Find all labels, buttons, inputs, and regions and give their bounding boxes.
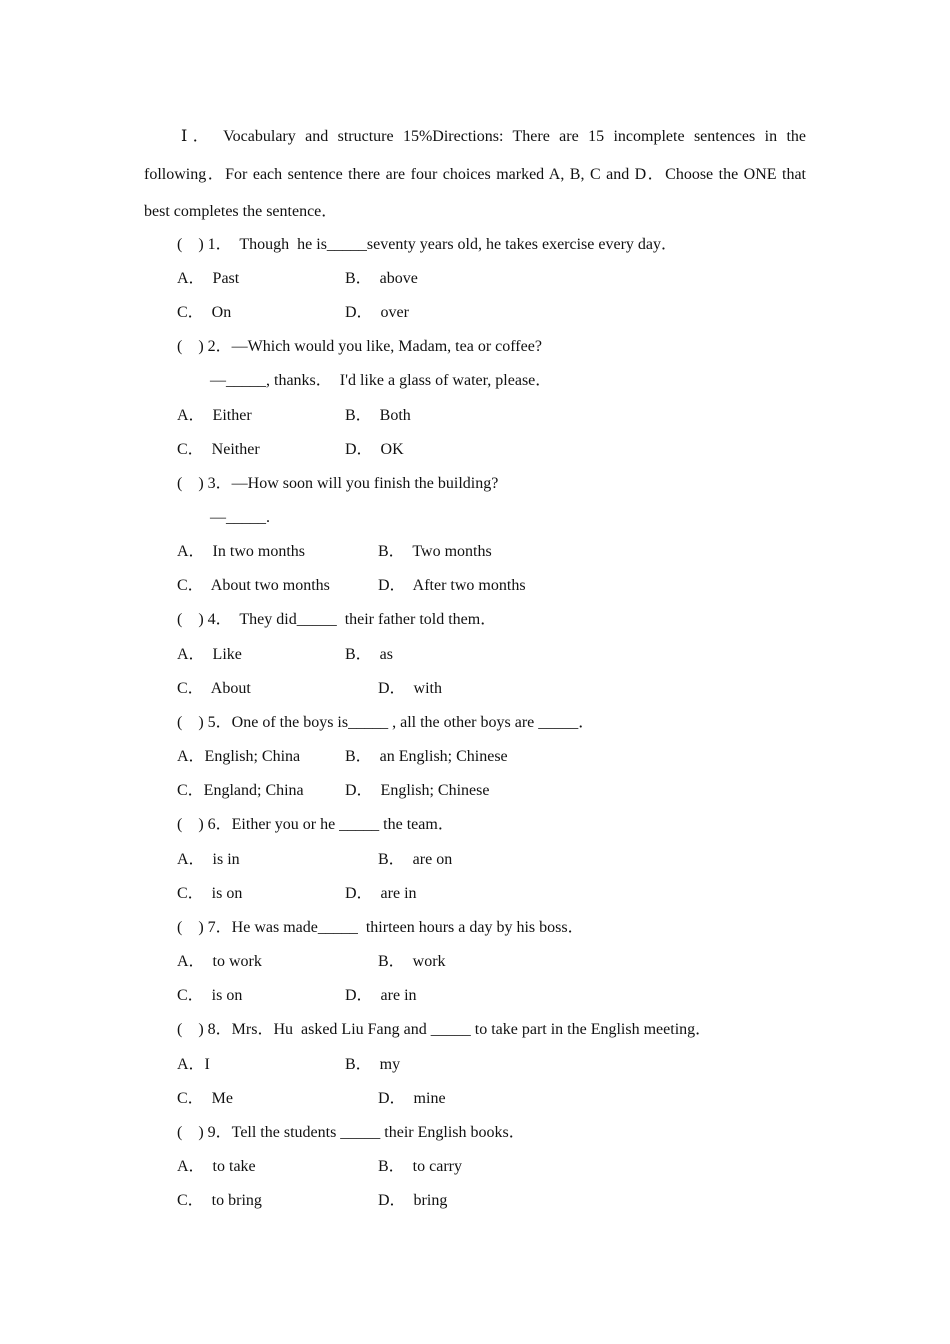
q1-option-a: A． Past bbox=[177, 270, 240, 287]
q8-option-c: C． Me bbox=[177, 1090, 234, 1107]
q2-option-d: D． OK bbox=[345, 441, 404, 458]
q9-option-b: B． to carry bbox=[378, 1158, 462, 1175]
question-1: ( ) 1． Though he is_____seventy years old, he takes exercise every day． bbox=[177, 236, 678, 253]
q4-option-d: D． with bbox=[378, 680, 443, 697]
question-3: ( ) 3．—How soon will you finish the building? bbox=[177, 475, 499, 492]
q7-option-a: A． to work bbox=[177, 953, 262, 970]
q9-option-d: D． bring bbox=[378, 1192, 448, 1209]
q3-option-b: B． Two months bbox=[378, 543, 492, 560]
q5-option-a: A．English; China bbox=[177, 748, 301, 765]
q5-option-d: D． English; Chinese bbox=[345, 782, 490, 799]
q5-option-b: B． an English; Chinese bbox=[345, 748, 508, 765]
q1-option-d: D． over bbox=[345, 304, 409, 321]
q1-option-b: B． above bbox=[345, 270, 418, 287]
question-5: ( ) 5．One of the boys is_____ , all the other boys are _____． bbox=[177, 714, 595, 731]
question-2: ( ) 2．—Which would you like, Madam, tea or coffee? bbox=[177, 338, 542, 355]
q3-option-a: A． In two months bbox=[177, 543, 306, 560]
q7-option-c: C． is on bbox=[177, 987, 243, 1004]
q1-option-c: C． On bbox=[177, 304, 232, 321]
section-directions: Ⅰ． Vocabulary and structure 15%Directions: There are 15 incomplete sentences in the following．For each sentence there are four choices marked A, B, C and D．Choose the ONE that best completes the sentence． bbox=[144, 128, 806, 220]
q6-option-b: B． are on bbox=[378, 851, 453, 868]
question-8: ( ) 8．Mrs．Hu asked Liu Fang and _____ to take part in the English meeting． bbox=[177, 1021, 712, 1038]
q7-option-b: B． work bbox=[378, 953, 446, 970]
q3-option-d: D． After two months bbox=[378, 577, 526, 594]
q6-option-a: A． is in bbox=[177, 851, 240, 868]
question-4: ( ) 4． They did_____ their father told them． bbox=[177, 611, 497, 628]
q6-option-c: C． is on bbox=[177, 885, 243, 902]
question-7: ( ) 7．He was made_____ thirteen hours a day by his boss． bbox=[177, 919, 584, 936]
q3-option-c: C． About two months bbox=[177, 577, 330, 594]
question-2-response: —_____, thanks． I'd like a glass of water, please． bbox=[210, 372, 552, 389]
q5-option-c: C．England; China bbox=[177, 782, 304, 799]
q8-option-a: A．I bbox=[177, 1056, 210, 1073]
q8-option-d: D． mine bbox=[378, 1090, 446, 1107]
q2-option-c: C． Neither bbox=[177, 441, 260, 458]
question-6: ( ) 6．Either you or he _____ the team． bbox=[177, 816, 454, 833]
q2-option-a: A． Either bbox=[177, 407, 252, 424]
question-9: ( ) 9．Tell the students _____ their English books． bbox=[177, 1124, 525, 1141]
q9-option-c: C． to bring bbox=[177, 1192, 262, 1209]
q4-option-b: B． as bbox=[345, 646, 394, 663]
question-3-response: —_____. bbox=[210, 509, 270, 526]
q7-option-d: D． are in bbox=[345, 987, 417, 1004]
q4-option-a: A． Like bbox=[177, 646, 242, 663]
q6-option-d: D． are in bbox=[345, 885, 417, 902]
q2-option-b: B． Both bbox=[345, 407, 411, 424]
q8-option-b: B． my bbox=[345, 1056, 401, 1073]
q9-option-a: A． to take bbox=[177, 1158, 256, 1175]
q4-option-c: C． About bbox=[177, 680, 251, 697]
